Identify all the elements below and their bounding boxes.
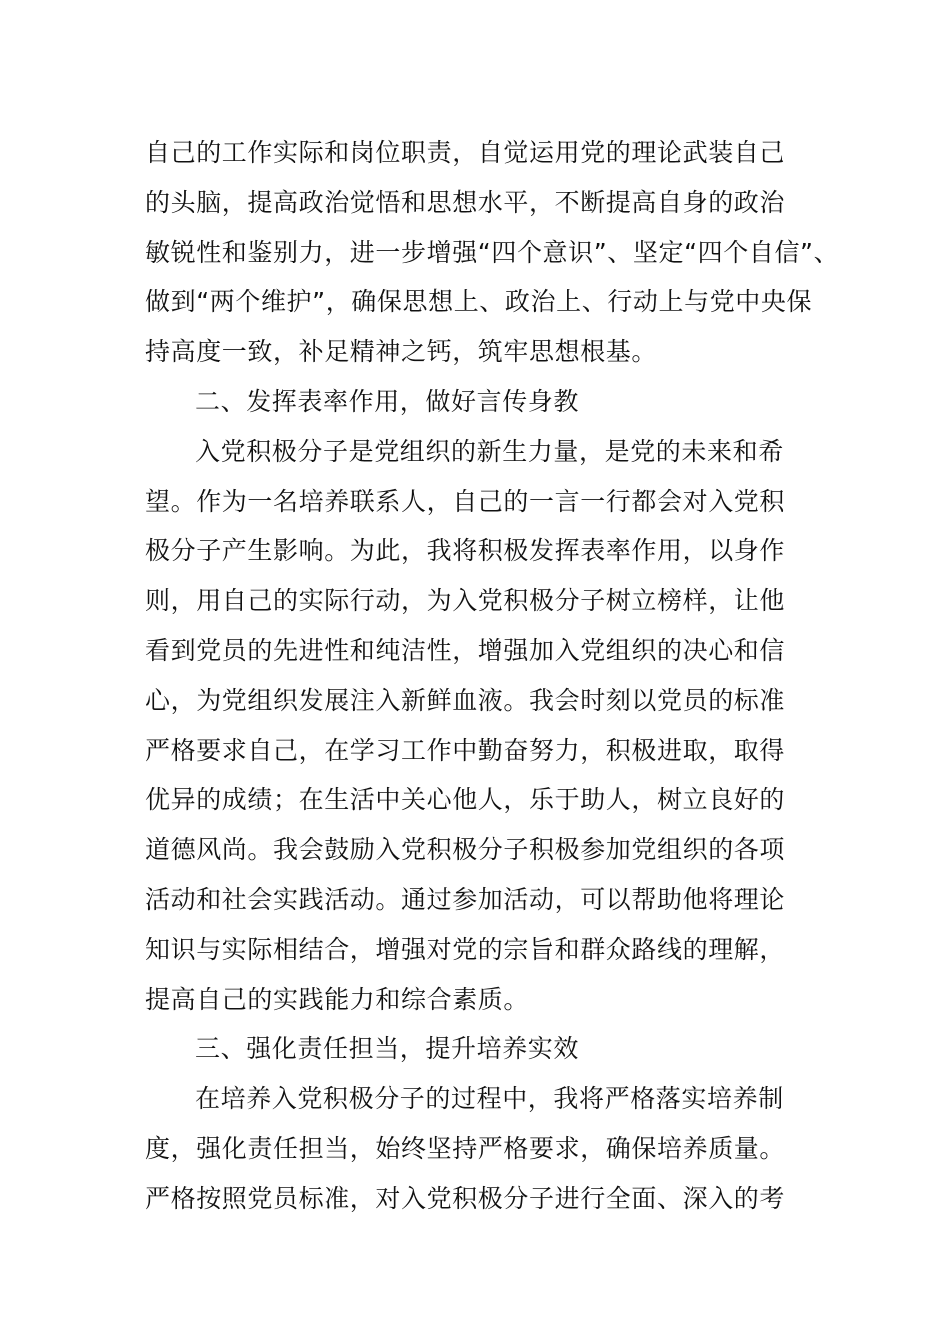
text-line: 自己的工作实际和岗位职责，自觉运用党的理论武装自己: [145, 138, 786, 167]
text-line: 望。作为一名培养联系人，自己的一言一行都会对入党积: [145, 486, 786, 516]
text-line: 知识与实际相结合，增强对党的宗旨和群众路线的理解，: [145, 934, 786, 964]
text-line: 心，为党组织发展注入新鲜血液。我会时刻以党员的标准: [145, 685, 786, 715]
text-line: 的头脑，提高政治觉悟和思想水平，不断提高自身的政治: [145, 187, 786, 217]
section-heading-2: 二、发挥表率作用，做好言传身教: [195, 386, 580, 416]
text-line: 做到“两个维护”，确保思想上、政治上、行动上与党中央保: [145, 287, 813, 317]
text-line: 度，强化责任担当，始终坚持严格要求，确保培养质量。: [145, 1133, 786, 1163]
section-heading-3: 三、强化责任担当，提升培养实效: [195, 1034, 580, 1064]
text-line: 在培养入党积极分子的过程中，我将严格落实培养制: [195, 1084, 784, 1114]
body-text: [145, 128, 840, 1224]
text-line: 严格要求自己，在学习工作中勤奋努力，积极进取，取得: [145, 735, 786, 765]
text-line: 则，用自己的实际行动，为入党积极分子树立榜样，让他: [145, 586, 786, 616]
text-line: 入党积极分子是党组织的新生力量，是党的未来和希: [195, 436, 784, 466]
text-line: 持高度一致，补足精神之钙，筑牢思想根基。: [145, 337, 658, 367]
text-line: 活动和社会实践活动。通过参加活动，可以帮助他将理论: [145, 884, 786, 914]
text-line: 道德风尚。我会鼓励入党积极分子积极参加党组织的各项: [145, 835, 786, 865]
text-line: 敏锐性和鉴别力，进一步增强“四个意识”、坚定“四个自信”、: [145, 237, 840, 267]
text-line: 提高自己的实践能力和综合素质。: [145, 984, 530, 1014]
text-line: 看到党员的先进性和纯洁性，增强加入党组织的决心和信: [145, 635, 786, 665]
text-line: 严格按照党员标准，对入党积极分子进行全面、深入的考: [145, 1183, 786, 1213]
text-line: 极分子产生影响。为此，我将积极发挥表率作用，以身作: [145, 536, 786, 566]
text-line: 优异的成绩；在生活中关心他人，乐于助人，树立良好的: [145, 785, 786, 815]
